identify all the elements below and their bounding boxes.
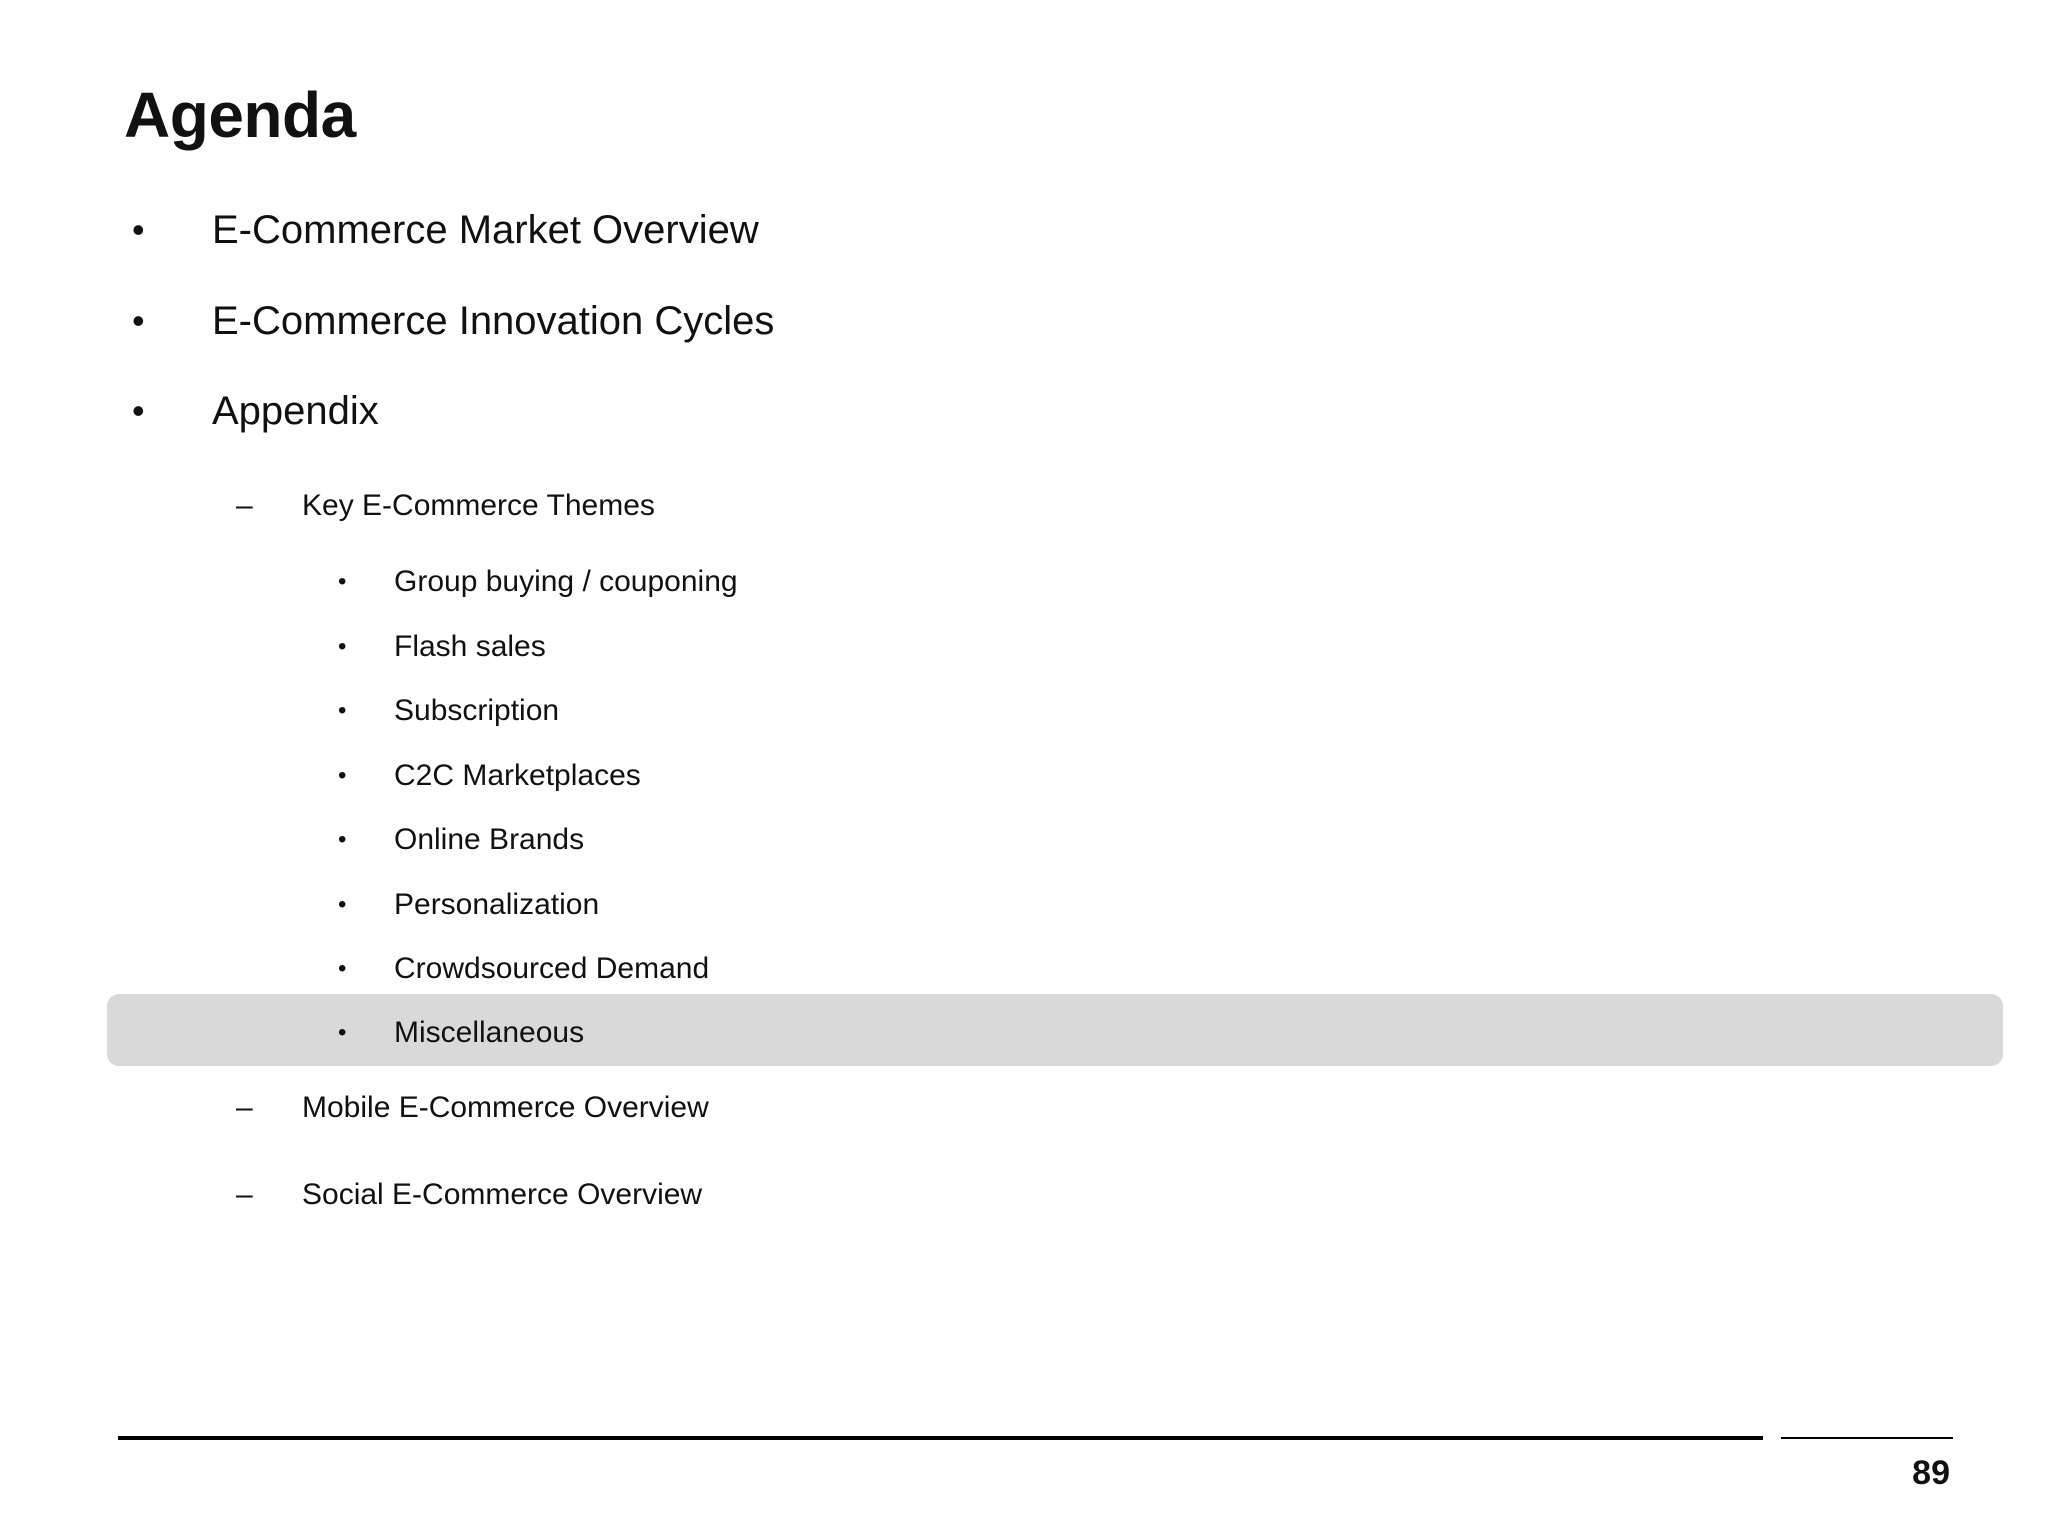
bullet-icon: •: [338, 955, 347, 982]
agenda-item-label: E-Commerce Market Overview: [212, 207, 759, 252]
bullet-icon: •: [132, 209, 145, 250]
agenda-item-label: Appendix: [212, 388, 379, 433]
appendix-section-label: Mobile E-Commerce Overview: [302, 1091, 709, 1124]
theme-item-personalization: [338, 883, 599, 927]
agenda-item-market-overview: [124, 202, 759, 258]
agenda-item-appendix: [124, 383, 379, 439]
page-number: 89: [1912, 1454, 1950, 1492]
bullet-icon: •: [338, 633, 347, 660]
bullet-icon: •: [338, 568, 347, 595]
theme-item-flash-sales: [338, 625, 546, 669]
theme-item-online-brands: [338, 818, 584, 862]
appendix-section-key-themes: [236, 484, 655, 528]
theme-item-label: Group buying / couponing: [394, 565, 738, 598]
agenda-item-label: E-Commerce Innovation Cycles: [212, 298, 775, 343]
bullet-icon: •: [132, 300, 145, 341]
appendix-section-label: Social E-Commerce Overview: [302, 1178, 703, 1211]
dash-icon: –: [236, 489, 253, 522]
theme-item-label: Flash sales: [394, 630, 546, 663]
bullet-icon: •: [338, 1019, 347, 1046]
theme-item-c2c-marketplaces: [338, 754, 641, 798]
theme-item-group-buying: [338, 560, 738, 604]
slide-title: Agenda: [124, 79, 356, 151]
bullet-icon: •: [338, 697, 347, 724]
theme-item-label: Crowdsourced Demand: [394, 952, 710, 985]
page-number-rule: [1781, 1437, 1953, 1439]
theme-item-miscellaneous: [338, 1011, 584, 1055]
appendix-section-mobile: [236, 1086, 709, 1130]
bullet-icon: •: [132, 390, 145, 431]
bullet-icon: •: [338, 891, 347, 918]
theme-item-label: C2C Marketplaces: [394, 759, 641, 792]
theme-item-subscription: [338, 689, 559, 733]
footer-divider: [118, 1436, 1763, 1440]
bullet-icon: •: [338, 762, 347, 789]
theme-item-label: Subscription: [394, 694, 560, 727]
dash-icon: –: [236, 1091, 253, 1124]
theme-item-label: Personalization: [394, 888, 600, 921]
dash-icon: –: [236, 1178, 253, 1211]
appendix-section-label: Key E-Commerce Themes: [302, 489, 655, 522]
bullet-icon: •: [338, 826, 347, 853]
agenda-item-innovation-cycles: [124, 293, 774, 349]
theme-item-crowdsourced-demand: [338, 947, 709, 991]
theme-item-label: Miscellaneous: [394, 1016, 585, 1049]
appendix-section-social: [236, 1173, 702, 1217]
theme-item-label: Online Brands: [394, 823, 585, 856]
